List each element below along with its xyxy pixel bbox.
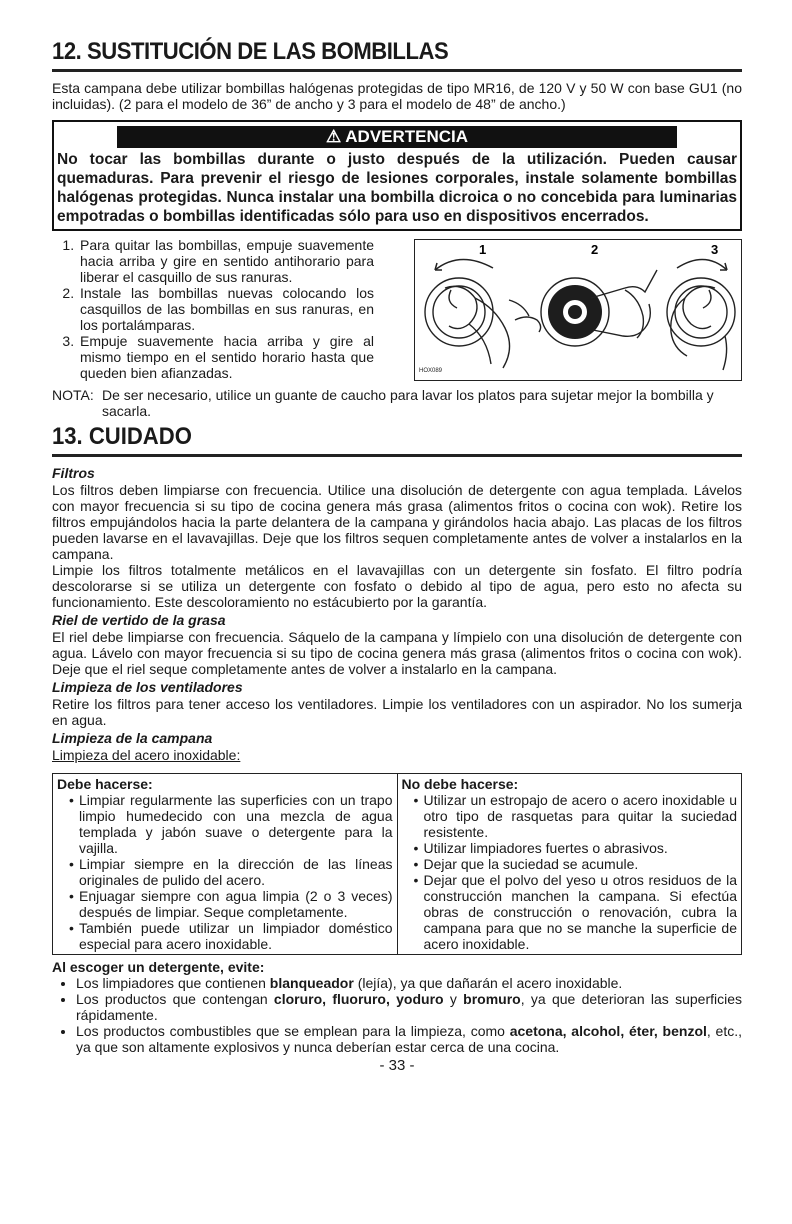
do-dont-table <box>52 773 742 955</box>
bulb-illustration <box>414 239 742 381</box>
warning-box <box>52 120 742 231</box>
grease-rail-paragraph: El riel debe limpiarse con frecuencia. Sáquelo de la campana y límpielo con una disolución de detergente con agua. Lávelo con mayor frecuencia si su tipo de cocina genera más grasa (alimentos fritos o cocina con wok). Deje que el riel seque completamente antes de volver a instalarlo en la campana. <box>52 629 742 677</box>
hood-cleaning-heading: Limpieza de la campana <box>52 730 213 746</box>
dont-item: • Dejar que el polvo del yeso u otros residuos de la construcción manchen la campana. Si efectúa obras de construcción o renovación, cubra la campana para que no se manche la superficie de acero inoxidable. <box>414 872 738 952</box>
fig-label-1: 1 <box>479 242 487 257</box>
avoid-list <box>52 975 742 1055</box>
bulb-center-icon <box>509 270 657 346</box>
dont-item: • Utilizar limpiadores fuertes o abrasivos. <box>414 840 738 856</box>
avoid-heading: Al escoger un detergente, evite: <box>52 959 265 975</box>
filters-heading: Filtros <box>52 465 95 481</box>
section-12-title: 12. SUSTITUCIÓN DE LAS BOMBILLAS <box>52 38 449 65</box>
do-item: • Limpiar siempre en la dirección de las líneas originales de pulido del acero. <box>69 856 393 888</box>
dont-heading: No debe hacerse: <box>401 776 519 792</box>
warning-title: ⚠ ADVERTENCIA <box>117 126 677 148</box>
bulb-intro: Esta campana debe utilizar bombillas halógenas protegidas de tipo MR16, de 120 V y 50 W con base GU1 (no incluidas). (2 para el modelo de 36” de ancho y 3 para el modelo de 48” de ancho.) <box>52 80 742 112</box>
fans-heading: Limpieza de los ventiladores <box>52 679 243 695</box>
do-heading: Debe hacerse: <box>57 776 153 792</box>
filters-paragraph: Los filtros deben limpiarse con frecuencia. Utilice una disolución de detergente con agua templada. Lávelos con mayor frecuencia si su tipo de cocina genera más grasa (alimentos fritos o cocina con wok). Retire los filtros empujándolos hacia la parte delantera de la campana y girándolos hacia abajo. Las placas de los filtros pueden lavarse en el lavavajillas. Deje que los filtros sequen completamente antes de volver a instalarlos en la campana. <box>52 482 742 562</box>
title-rule <box>52 69 742 72</box>
avoid-item: • Los productos que contengan cloruro, fluoruro, yoduro y bromuro, ya que deterioran las superficies rápidamente. <box>76 991 742 1023</box>
filters-paragraph-2: Limpie los filtros totalmente metálicos en el lavavajillas con un detergente sin fosfato. El filtro podría descolorarse si se utiliza un detergente con fosfato o debido al tipo de agua, pero esto no afecta su funcionamiento. Este descoloramiento no estácubierto por la garantía. <box>52 562 742 610</box>
do-item: • También puede utilizar un limpiador doméstico especial para acero inoxidable. <box>69 920 393 952</box>
dont-column <box>397 774 742 954</box>
rotate-right-arrow-icon <box>677 259 727 270</box>
stainless-steel-label: Limpieza del acero inoxidable: <box>52 747 241 763</box>
do-item: • Limpiar regularmente las superficies con un trapo limpio humedecido con una mezcla de agua templada y jabón suave o detergente para la vajilla. <box>69 792 393 856</box>
dont-list <box>402 792 738 952</box>
figure-code: HOX089 <box>419 368 443 374</box>
hand-right-icon <box>667 278 735 370</box>
note <box>52 387 742 419</box>
step-item: 3. Empuje suavemente hacia arriba y gire al mismo tiempo en el sentido horario hasta que queden bien afianzadas. <box>78 333 374 381</box>
note-text: De ser necesario, utilice un guante de caucho para lavar los platos para sujetar mejor la bombilla y sacarla. <box>102 387 714 419</box>
bulb-steps-list <box>52 237 374 381</box>
step-item: 1. Para quitar las bombillas, empuje suavemente hacia arriba y gire en sentido antihorario para liberar el casquillo de sus ranuras. <box>78 237 374 285</box>
step-item: 2. Instale las bombillas nuevas colocando los casquillos de las bombillas en sus ranuras, en los portalámparas. <box>78 285 374 333</box>
note-label: NOTA: <box>52 387 94 403</box>
bulb-illustration-drawing <box>415 240 741 380</box>
hand-left-icon <box>425 278 510 368</box>
do-column <box>53 774 397 954</box>
avoid-item: • Los limpiadores que contienen blanqueador (lejía), ya que dañarán el acero inoxidable. <box>76 975 742 991</box>
section-13-title: 13. CUIDADO <box>52 423 192 450</box>
fig-label-2: 2 <box>591 242 599 257</box>
manual-page <box>52 38 742 1074</box>
rotate-left-arrow-icon <box>435 259 493 270</box>
fans-paragraph: Retire los filtros para tener acceso los ventiladores. Limpie los ventiladores con un aspirador. No los sumerja en agua. <box>52 696 742 728</box>
avoid-item: • Los productos combustibles que se emplean para la limpieza, como acetona, alcohol, éter, benzol, etc., ya que son altamente explosivos y nunca deberían estar cerca de una cocina. <box>76 1023 742 1055</box>
do-list <box>57 792 393 952</box>
page-number: - 33 - <box>379 1057 415 1074</box>
dont-item: • Dejar que la suciedad se acumule. <box>414 856 738 872</box>
bulb-steps-section <box>52 237 742 381</box>
grease-rail-heading: Riel de vertido de la grasa <box>52 612 226 628</box>
detergent-warnings <box>52 959 742 1055</box>
warning-text: No tocar las bombillas durante o justo después de la utilización. Pueden causar quemaduras. Para prevenir el riesgo de lesiones corporales, instale solamente bombillas halógenas protegidas. Nunca instalar una bombilla dicroica o no concebida para luminarias empotradas o bombillas identificadas sólo para uso en dispositivos encerrados. <box>57 151 737 225</box>
dont-item: • Utilizar un estropajo de acero o acero inoxidable u otro tipo de rasquetas para quitar la suciedad resistente. <box>414 792 738 840</box>
do-item: • Enjuagar siempre con agua limpia (2 o 3 veces) después de limpiar. Seque completamente. <box>69 888 393 920</box>
fig-label-3: 3 <box>711 242 719 257</box>
title-rule <box>52 454 742 457</box>
